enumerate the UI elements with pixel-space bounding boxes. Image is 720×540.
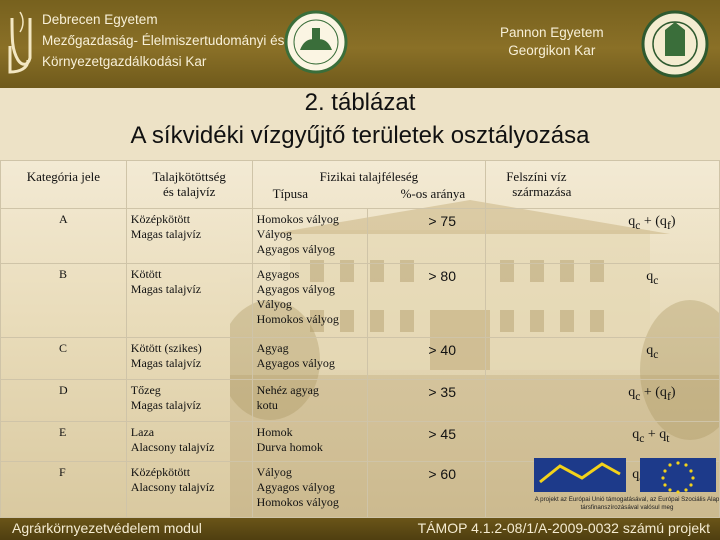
cell-line: Agyagos vályog xyxy=(256,242,335,256)
page-title: A síkvidéki vízgyűjtő területek osztályozása xyxy=(130,122,590,149)
formula-part: q xyxy=(628,385,636,400)
cell-line: Agyagos xyxy=(256,267,300,281)
formula-part: q xyxy=(646,269,654,284)
cell-line: Nehéz agyag xyxy=(256,383,319,397)
table-row xyxy=(1,209,720,264)
cell-line: Alacsony talajvíz xyxy=(130,440,215,454)
cell-line: Agyag xyxy=(256,341,289,355)
cell-aranya: > 60 xyxy=(368,462,486,518)
cell-tipusa xyxy=(252,422,368,462)
cell-kategoria: C xyxy=(1,338,127,380)
cell-talajkotottseg xyxy=(126,380,252,422)
cell-kategoria: A xyxy=(1,209,127,264)
cell-line: Vályog xyxy=(256,297,292,311)
cell-line: Homokos vályog xyxy=(256,312,339,326)
formula-part: c xyxy=(635,218,641,232)
cell-tipusa xyxy=(252,462,368,518)
header-band xyxy=(0,0,720,88)
cell-line: Tőzeg xyxy=(130,383,161,397)
header-left-line-2: Mezőgazdaság- Élelmiszertudományi és xyxy=(42,33,285,48)
cell-line: Durva homok xyxy=(256,440,323,454)
cell-tipusa xyxy=(252,380,368,422)
header-university-name xyxy=(42,9,284,72)
cell-felszini-viz xyxy=(486,209,720,264)
cell-line: Kötött xyxy=(130,267,162,281)
table-caption-number: 2. táblázat xyxy=(304,89,416,116)
cell-talajkotottseg xyxy=(126,264,252,338)
cell-aranya: > 35 xyxy=(368,380,486,422)
cell-talajkotottseg xyxy=(126,462,252,518)
cell-line: Homok xyxy=(256,425,293,439)
cell-line: Magas talajvíz xyxy=(130,282,202,296)
footer-bar xyxy=(0,518,720,540)
formula-part: ) xyxy=(670,385,676,400)
cell-tipusa xyxy=(252,209,368,264)
university-seal-icon xyxy=(284,10,348,74)
cell-line: Homokos vályog xyxy=(256,212,339,226)
cell-talajkotottseg xyxy=(126,422,252,462)
cell-line: Homokos vályog xyxy=(256,495,339,509)
header-tipusa: Típusa xyxy=(272,186,308,201)
formula-part: c xyxy=(653,273,659,287)
formula-part: q xyxy=(632,427,640,442)
footer-project-id: TÁMOP 4.1.2-08/1/A-2009-0032 számú projekt xyxy=(417,520,710,536)
cell-line: Agyagos vályog xyxy=(256,282,335,296)
cell-aranya: > 75 xyxy=(368,209,486,264)
formula-part: q xyxy=(646,343,654,358)
cell-line: Agyagos vályog xyxy=(256,480,335,494)
formula-part: + q xyxy=(644,427,667,442)
formula-part: q xyxy=(628,214,636,229)
formula-part: f xyxy=(666,389,671,403)
cell-kategoria: F xyxy=(1,462,127,518)
cell-line: Magas talajvíz xyxy=(130,398,202,412)
header-right-line-2: Georgikon Kar xyxy=(508,43,596,58)
footer-module-name: Agrárkörnyezetvédelem modul xyxy=(12,520,202,536)
cell-kategoria: D xyxy=(1,380,127,422)
header-partner-name xyxy=(500,24,604,60)
cell-line: Vályog xyxy=(256,465,292,479)
cell-line: Középkötött xyxy=(130,465,191,479)
table-panel xyxy=(0,160,720,518)
formula-part: + (q xyxy=(640,214,667,229)
header-felszini-viz: Felszíni víz származása xyxy=(486,161,720,209)
header-right-line-1: Pannon Egyetem xyxy=(500,25,604,40)
cell-line: Középkötött xyxy=(130,212,191,226)
cell-line: Magas talajvíz xyxy=(130,227,202,241)
partner-crest-icon xyxy=(640,8,710,80)
formula-part: c xyxy=(639,431,645,445)
cell-line: Kötött (szikes) xyxy=(130,341,202,355)
formula-part: ) xyxy=(670,214,676,229)
cell-aranya: > 80 xyxy=(368,264,486,338)
formula-part: q xyxy=(632,467,640,482)
header-talajkotottseg: Talajkötöttség és talajvíz xyxy=(126,161,252,209)
formula-part: f xyxy=(666,218,671,232)
cell-felszini-viz xyxy=(486,264,720,338)
cell-felszini-viz xyxy=(486,380,720,422)
cell-kategoria: B xyxy=(1,264,127,338)
header-left-line-3: Környezetgazdálkodási Kar xyxy=(42,54,207,69)
header-fizikai-talajfeleseg: Fizikai talajféleség Típusa %-os aránya xyxy=(252,161,486,209)
formula-part: + (q xyxy=(640,385,667,400)
header-left-line-1: Debrecen Egyetem xyxy=(42,12,158,27)
formula-part: t xyxy=(666,431,670,445)
cell-line: Agyagos vályog xyxy=(256,356,335,370)
cell-talajkotottseg xyxy=(126,338,252,380)
formula-part: c xyxy=(653,347,659,361)
cell-line: Alacsony talajvíz xyxy=(130,480,215,494)
cell-line: Laza xyxy=(130,425,155,439)
table-row xyxy=(1,264,720,338)
cell-tipusa xyxy=(252,338,368,380)
formula-part: c xyxy=(635,389,641,403)
cell-talajkotottseg xyxy=(126,209,252,264)
cell-line: kotu xyxy=(256,398,278,412)
eu-funding-note: A projekt az Európai Unió támogatásával, az Európai Szociális Alap társfinanszírozásával valósul meg xyxy=(534,496,720,511)
cell-aranya: > 40 xyxy=(368,338,486,380)
cell-kategoria: E xyxy=(1,422,127,462)
table-row xyxy=(1,338,720,380)
cell-line: Vályog xyxy=(256,227,292,241)
cell-felszini-viz xyxy=(486,338,720,380)
cell-aranya: > 45 xyxy=(368,422,486,462)
header-kategoria: Kategória jele xyxy=(1,161,127,209)
table-row xyxy=(1,380,720,422)
university-monogram-icon xyxy=(6,10,36,76)
cell-tipusa xyxy=(252,264,368,338)
cell-line: Magas talajvíz xyxy=(130,356,202,370)
header-aranya: %-os aránya xyxy=(400,186,466,201)
